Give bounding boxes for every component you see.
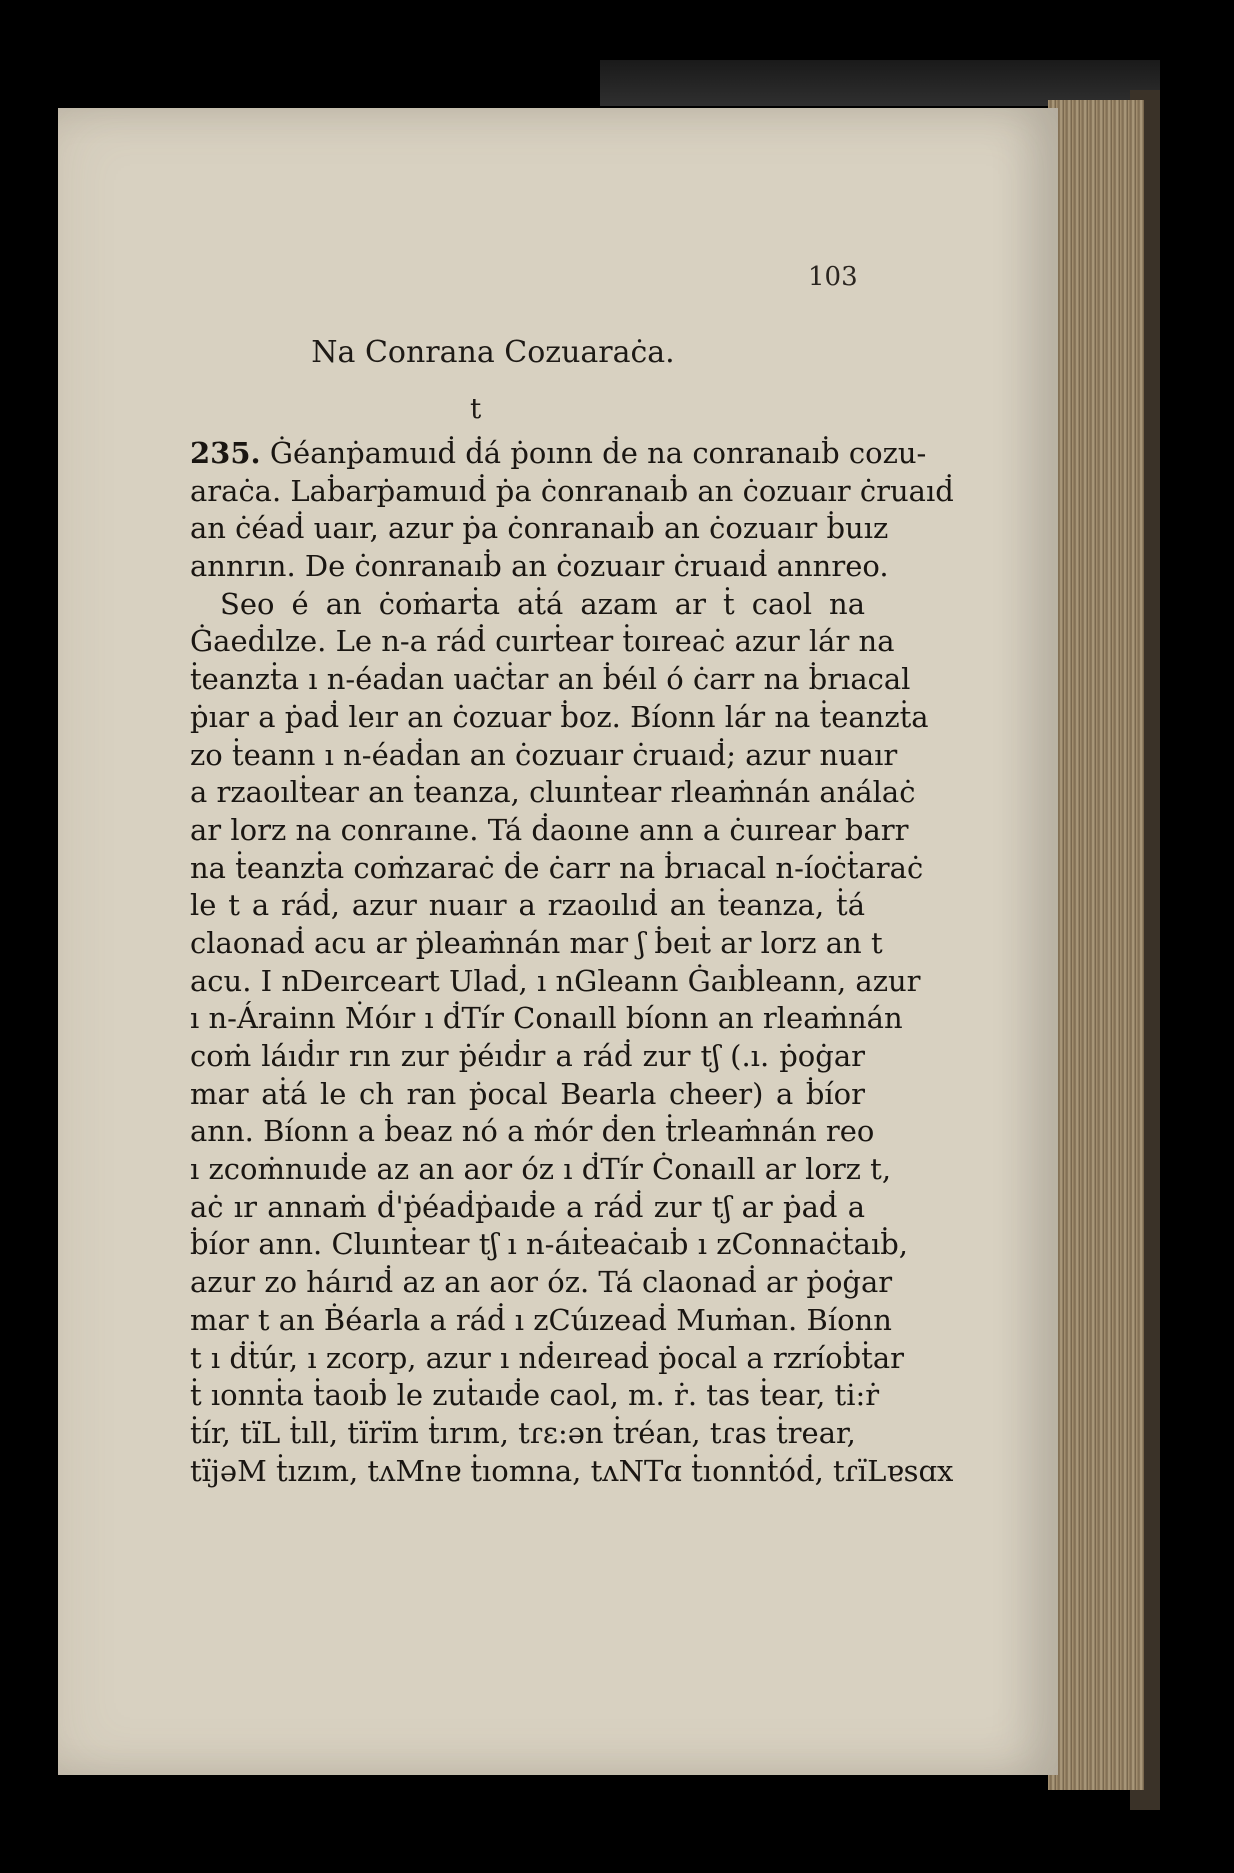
text-line-content: ḃíor ann. Cluınṫear tʃ ı n-áıṫeaċaıḃ ı zConnaċṫaıḃ, — [190, 1227, 909, 1262]
paragraph-number: 235. — [190, 436, 261, 470]
text-line — [190, 1415, 865, 1453]
text-line — [190, 1340, 904, 1378]
text-line — [190, 1264, 893, 1302]
text-line-content: azur zo háırıḋ az an aor óz. Tá claonaḋ ar ṗoġar — [190, 1265, 893, 1300]
text-line-content: ann. Bíonn a ḃeaz nó a ṁór ḋen ṫrleaṁnán reo — [190, 1114, 875, 1149]
text-line — [190, 473, 954, 511]
body-text — [190, 435, 954, 1490]
text-line-content: coṁ láıḋır rın zur ṗéıḋır a ráḋ zur tʃ (.ı. ṗoġar — [190, 1039, 865, 1073]
text-line-content: ar lorz na conraıne. Tá ḋaoıne ann a ċuırear barr — [190, 812, 909, 847]
text-line-content: ṗıar a ṗaḋ leır an ċozuar ḃoz. Bíonn lár na ṫeanzṫa — [190, 699, 929, 734]
text-line-content: ṫeanzṫa ı n-éaḋan uaċṫar an ḃéıl ó ċarr na ḃrıacal — [190, 662, 911, 697]
page-number: 103 — [808, 262, 858, 292]
text-line — [190, 1000, 903, 1038]
text-line — [190, 661, 911, 699]
text-line-content: an ċéaḋ uaır, azur ṗa ċonranaıḃ an ċozuaır ḃuız — [190, 511, 889, 546]
text-line — [190, 623, 895, 661]
text-line — [190, 510, 889, 548]
text-line — [190, 812, 909, 850]
text-line-content: le t a ráḋ, azur nuaır a rzaoılıḋ an ṫeanza, ṫá — [190, 888, 865, 923]
text-line-content: annrın. De ċonranaıḃ an ċozuaır ċruaıḋ annreo. — [190, 549, 889, 584]
text-line-content: acu. I nDeırceart Ulaḋ, ı nGleann Ġaıḃleann, azur — [190, 963, 921, 998]
text-line-content: ṫ ıonnṫa ṫaoıḃ le zuṫaıḋe caol, m. ṙ. tas ṫear, ti:ṙ — [190, 1378, 880, 1413]
text-line — [190, 1151, 892, 1189]
text-line-content: zo ṫeann ı n-éaḋan an ċozuaır ċruaıḋ; azur nuaır — [190, 737, 898, 772]
page-stack-edge — [1048, 100, 1144, 1790]
text-line — [190, 1038, 865, 1076]
text-line-content: ı n-Árainn Ṁóır ı ḋTír Conaıll bíonn an rleaṁnán — [190, 1001, 903, 1036]
text-line-content: mar aṫá le ch ran ṗocal Bearla cheer) a ḃíor — [190, 1076, 865, 1111]
text-line — [190, 887, 865, 925]
text-line — [190, 774, 916, 812]
text-line — [190, 1189, 865, 1227]
text-line — [190, 1453, 954, 1491]
text-line — [190, 1302, 892, 1340]
text-line — [190, 1377, 880, 1415]
text-line — [190, 1226, 909, 1264]
text-line — [190, 925, 883, 963]
text-line-content: a rzaoılṫear an ṫeanza, cluınṫear rleaṁnán análaċ — [190, 775, 916, 810]
text-line — [190, 586, 865, 624]
text-line — [190, 435, 927, 473]
text-line-content: Seo é an ċoṁarṫa aṫá azam ar ṫ caol na — [220, 586, 865, 621]
text-line — [190, 1076, 865, 1114]
text-line-content: t ı ḋṫúr, ı zcorp, azur ı nḋeıreaḋ ṗocal a rzríoḃṫar — [190, 1340, 904, 1375]
text-line — [190, 850, 924, 888]
text-line — [190, 1113, 875, 1151]
heading-phonetic-mark: t — [470, 392, 482, 425]
text-line-content: mar t an Ḃéarla a ráḋ ı zCúızeaḋ Muṁan. Bíonn — [190, 1302, 892, 1337]
text-line-content: claonaḋ acu ar ṗleaṁnán mar ʃ ḃeıṫ ar lorz an t — [190, 925, 883, 960]
text-line-content: Ġéanṗamuıḋ ḋá ṗoınn ḋe na conranaıḃ cozu- — [269, 436, 927, 470]
text-line — [190, 963, 921, 1001]
text-line-content: na ṫeanzṫa coṁzaraċ ḋe ċarr na ḃrıacal n-íoċṫaraċ — [190, 850, 924, 885]
text-line-content: aċ ır annaṁ ḋ'ṗéaḋṗaıḋe a ráḋ zur tʃ ar ṗaḋ a — [190, 1189, 865, 1224]
text-line-content: ı zcoṁnuıḋe az an aor óz ı ḋTír Ċonaıll ar lorz t, — [190, 1152, 892, 1187]
section-heading: Na Conrana Cozuaraċa. — [311, 335, 675, 370]
text-line — [190, 548, 889, 586]
text-line-content: Ġaeḋılze. Le n-a ráḋ cuırṫear ṫoıreaċ azur lár na — [190, 624, 895, 659]
text-line-content: ṫír, tïL ṫıll, tïrïm ṫırım, tɾɛ:ən ṫréan, tɾas ṫrear, — [190, 1415, 856, 1450]
text-line — [190, 699, 929, 737]
text-line — [190, 737, 898, 775]
text-line-content: tïjəM ṫızım, tʌMnɐ ṫıomna, tʌNTɑ ṫıonnṫóḋ, tɾïLɐsɑx — [190, 1453, 954, 1488]
text-line-content: araċa. Laḃarṗamuıḋ ṗa ċonranaıḃ an ċozuaır ċruaıḋ — [190, 473, 954, 508]
